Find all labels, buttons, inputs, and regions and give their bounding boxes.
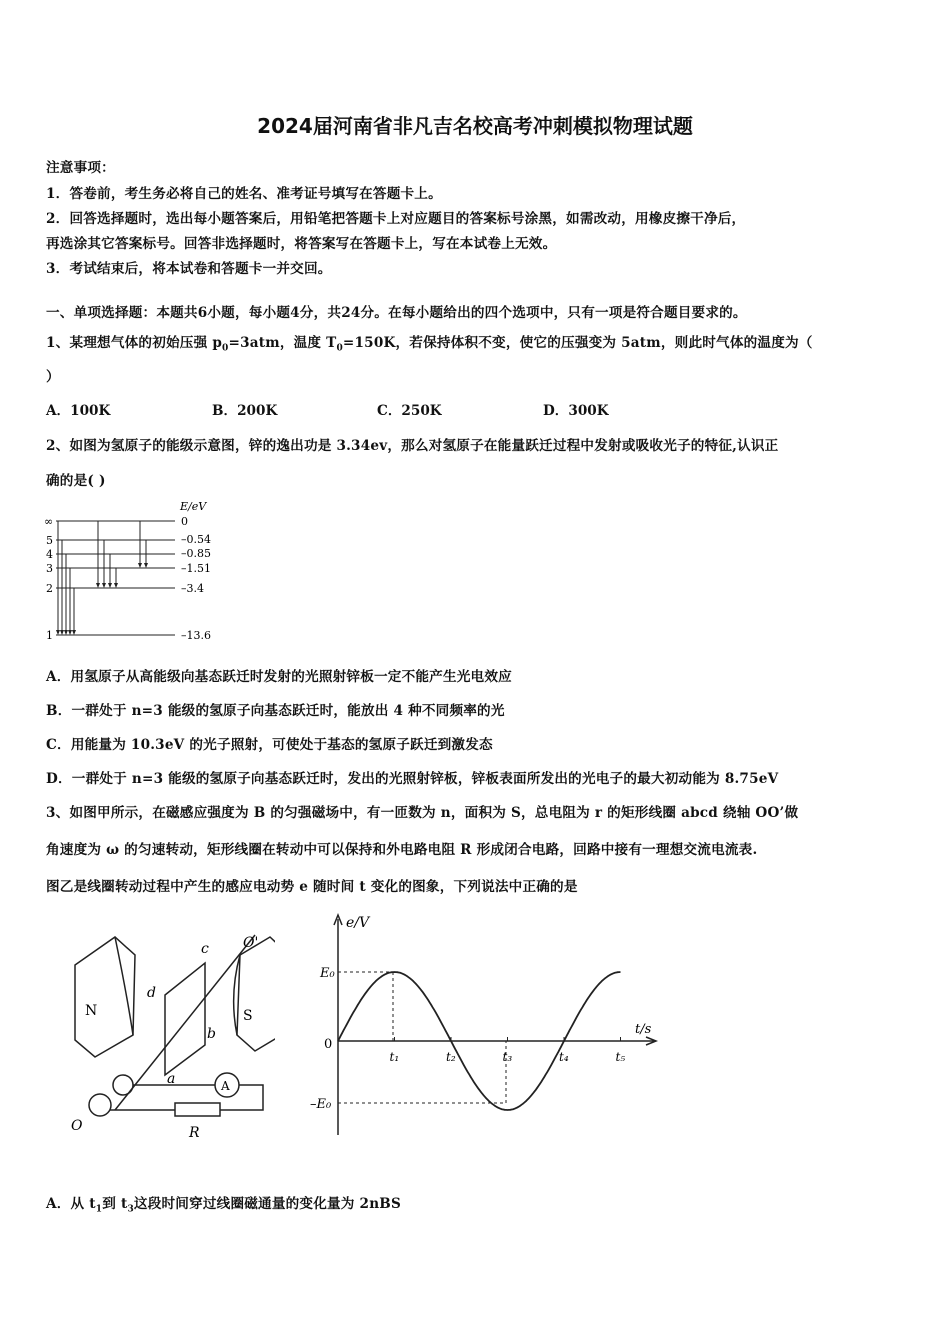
resistor — [175, 1103, 220, 1116]
x-axis-label: t/s — [635, 1022, 652, 1037]
q1-sub-2: 0 — [336, 343, 343, 354]
notice-item-1: 1．答卷前，考生务必将自己的姓名、准考证号填写在答题卡上。 — [46, 186, 442, 202]
emf-chart — [290, 905, 670, 1145]
q1-stem-part-b: =3atm，温度 T — [228, 335, 337, 351]
level-e-inf: 0 — [181, 515, 188, 528]
label-d: d — [147, 985, 156, 1001]
x-tick-label: t₁ — [389, 1050, 400, 1064]
q2-option-a: A．用氢原子从高能级向基态跃迁时发射的光照射锌板一定不能产生光电效应 — [46, 669, 512, 685]
q3-option-a-sub-1: 1 — [95, 1204, 103, 1215]
section-heading: 一、单项选择题：本题共6小题，每小题4分，共24分。在每小题给出的四个选项中，只有一项是符合题目要求的。 — [46, 305, 747, 321]
level-n-inf: ∞ — [44, 515, 54, 528]
q1-stem-part-a: 1、某理想气体的初始压强 p — [46, 335, 223, 351]
x-tick-label: t₅ — [615, 1050, 626, 1064]
q1-sub-1: 0 — [222, 343, 229, 354]
q3-stem-line3: 图乙是线圈转动过程中产生的感应电动势 e 随时间 t 变化的图象，下列说法中正确的是 — [46, 879, 578, 895]
y-axis-label: e/V — [346, 915, 370, 931]
level-n-4: 4 — [46, 548, 53, 561]
level-n-3: 3 — [46, 562, 53, 575]
level-e-4: –0.85 — [181, 547, 211, 560]
notice-item-2: 2．回答选择题时，选出每小题答案后，用铅笔把答题卡上对应题目的答案标号涂黑，如需改动，用橡皮擦干净后， — [46, 211, 746, 227]
coil — [165, 963, 205, 1075]
label-O-prime: O' — [243, 935, 259, 951]
q1-option-d: D．300K — [543, 403, 609, 419]
q2-stem: 2、如图为氢原子的能级示意图，锌的逸出功是 3.34ev，那么对氢原子在能量跃迁过程中发射或吸收光子的特征,认识正 — [46, 438, 779, 454]
q2-option-c: C．用能量为 10.3eV 的光子照射，可使处于基态的氢原子跃迁到激发态 — [46, 737, 493, 753]
page-title: 2024届河南省非凡吉名校高考冲刺模拟物理试题 — [257, 114, 693, 138]
level-e-1: –13.6 — [181, 629, 211, 642]
label-O: O — [71, 1118, 83, 1134]
level-e-5: –0.54 — [181, 533, 211, 546]
slip-ring-2 — [89, 1094, 111, 1116]
y-tick-E0: E₀ — [320, 966, 335, 981]
label-a: a — [167, 1071, 176, 1087]
level-n-2: 2 — [46, 582, 53, 595]
q3-stem-line2: 角速度为 ω 的匀速转动，矩形线圈在转动中可以保持和外电路电阻 R 形成闭合电路，回路中接有一理想交流电流表. — [46, 842, 758, 858]
notice-item-3: 3．考试结束后，将本试卷和答题卡一并交回。 — [46, 261, 332, 277]
x-tick-label: t₃ — [502, 1050, 513, 1064]
level-e-2: –3.4 — [181, 582, 204, 595]
q1-option-b: B．200K — [212, 403, 278, 419]
label-N: N — [85, 1003, 98, 1019]
q2-stem-line2: 确的是( ) — [46, 473, 106, 489]
q1-option-c: C．250K — [377, 403, 442, 419]
q3-option-a-part-a: A．从 t — [46, 1196, 96, 1212]
q2-option-d: D．一群处于 n=3 能级的氢原子向基态跃迁时，发出的光照射锌板，锌板表面所发出的光电子的最大初动能为 8.75eV — [46, 771, 779, 787]
level-e-3: –1.51 — [181, 562, 211, 575]
label-ammeter: A — [221, 1079, 230, 1093]
generator-figure — [55, 925, 275, 1140]
energy-level-diagram — [40, 496, 230, 646]
label-c: c — [201, 941, 209, 957]
q2-option-b: B．一群处于 n=3 能级的氢原子向基态跃迁时，能放出 4 种不同频率的光 — [46, 703, 505, 719]
q1-stem-line2: ） — [46, 369, 60, 385]
q3-option-a-part-b: 到 t — [102, 1196, 128, 1212]
notice-item-2-cont: 再选涂其它答案标号。回答非选择题时，将答案写在答题卡上，写在本试卷上无效。 — [46, 236, 557, 252]
y-tick-neg-E0: –E₀ — [310, 1097, 332, 1112]
q3-stem-line1: 3、如图甲所示，在磁感应强度为 B 的匀强磁场中，有一匝数为 n，面积为 S，总电阻为 r 的矩形线圈 abcd 绕轴 OO’做 — [46, 805, 799, 821]
x-tick-label: t₂ — [446, 1050, 456, 1064]
q3-option-a — [46, 1192, 401, 1215]
label-b: b — [207, 1026, 216, 1042]
level-n-1: 1 — [46, 629, 53, 642]
origin-label: 0 — [324, 1037, 333, 1052]
level-n-5: 5 — [46, 534, 53, 547]
q1-stem — [46, 331, 813, 354]
label-S: S — [243, 1008, 253, 1024]
rotation-axis — [115, 935, 255, 1110]
label-R: R — [189, 1125, 200, 1140]
notice-heading: 注意事项： — [46, 160, 115, 176]
q3-option-a-sub-2: 3 — [127, 1204, 134, 1215]
q1-stem-part-c: =150K，若保持体积不变，使它的压强变为 5atm，则此时气体的温度为（ — [342, 335, 813, 351]
magnet-south — [237, 937, 275, 1051]
energy-axis-label: E/eV — [180, 500, 207, 513]
q1-option-a: A．100K — [46, 403, 111, 419]
q3-option-a-part-c: 这段时间穿过线圈磁通量的变化量为 2nBS — [133, 1196, 401, 1212]
x-tick-label: t₄ — [559, 1050, 569, 1064]
slip-ring-1 — [113, 1075, 133, 1095]
